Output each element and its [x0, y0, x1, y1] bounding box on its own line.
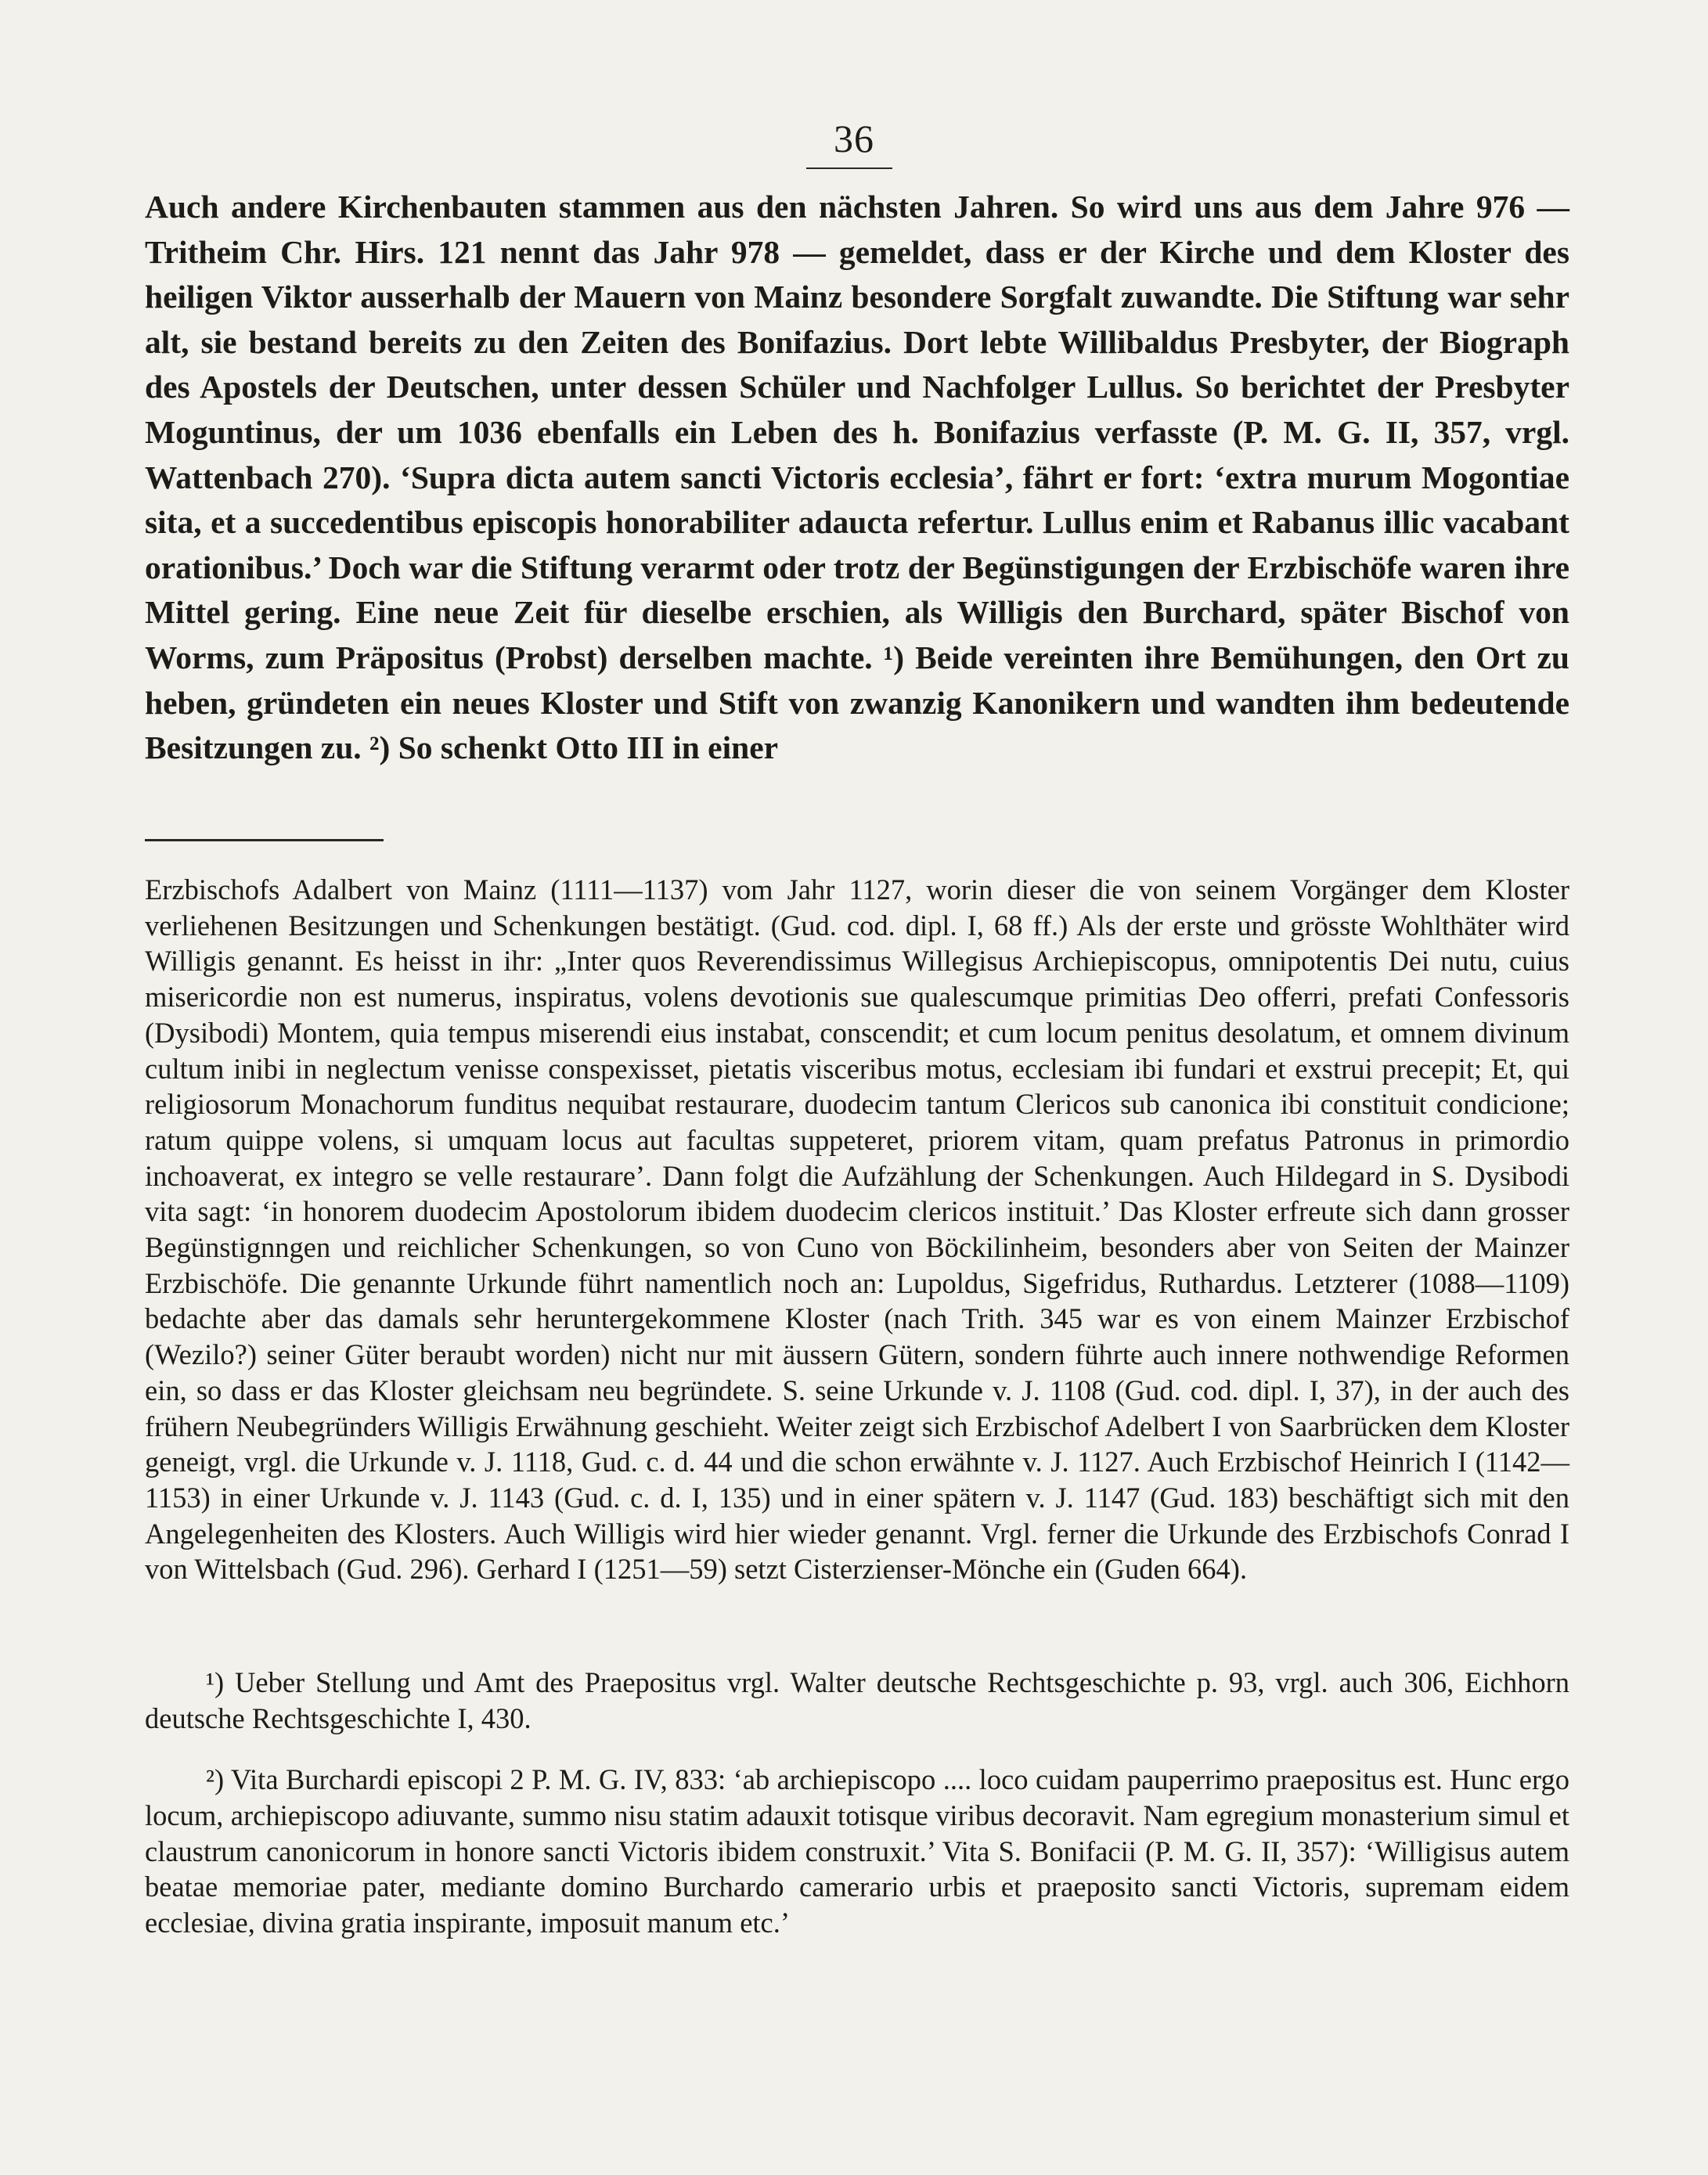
footnote-1-text: ¹) Ueber Stellung und Amt des Praepositus vrgl. Walter deutsche Rechtsgeschichte p. 93, vrgl. auch 306, Eichhorn deutsche Rechtsgeschichte I, 430. — [145, 1666, 1569, 1734]
footnote-2-text: ²) Vita Burchardi episcopi 2 P. M. G. IV, 833: ‘ab archiepiscopo .... loco cuidam pauperrimo praepositus est. Hunc ergo locum, archiepiscopo adiuvante, summo nisu statim adauxit totisque viribus decoravit. Nam egregium monasterium simul et claustrum canonicorum in honore sancti Victoris ibidem construxit.’ Vita S. Bonifacii (P. M. G. II, 357): ‘Willigisus autem beatae memoriae pater, mediante domino Burchardo camerario urbis et praeposito sancti Victoris, supremam eidem ecclesiae, divina gratia inspirante, imposuit manum etc.’ — [145, 1763, 1569, 1939]
main-paragraph: Auch andere Kirchenbauten stammen aus den nächsten Jahren. So wird uns aus dem Jahre 976 — Tritheim Chr. Hirs. 121 nennt das Jahr 978 — gemeldet, dass er der Kirche und dem Kloster des heiligen Viktor ausserhalb der Mauern von Mainz besondere Sorgfalt zuwandte. Die Stiftung war sehr alt, sie bestand bereits zu den Zeiten des Bonifazius. Dort lebte Willibaldus Presbyter, der Biograph des Apostels der Deutschen, unter dessen Schüler und Nachfolger Lullus. So berichtet der Presbyter Moguntinus, der um 1036 ebenfalls ein Leben des h. Bonifazius verfasste (P. M. G. II, 357, vrgl. Wattenbach 270). ‘Supra dicta autem sancti Victoris ecclesia’, fährt er fort: ‘extra murum Mogontiae sita, et a succedentibus episcopis honorabiliter adaucta refertur. Lullus enim et Rabanus illic vacabant orationibus.’ Doch war die Stiftung verarmt oder trotz der Begünstigungen der Erzbischöfe waren ihre Mittel gering. Eine neue Zeit für dieselbe erschien, als Willigis den Burchard, später Bischof von Worms, zum Präpositus (Probst) derselben machte. ¹) Beide vereinten ihre Bemühungen, den Ort zu heben, gründeten ein neues Kloster und Stift von zwanzig Kanonikern und wandten ihm bedeutende Besitzungen zu. ²) So schenkt Otto III in einer — [145, 189, 1569, 766]
page-number-rule — [806, 167, 892, 169]
footnote-2 — [145, 1762, 1569, 1941]
footnote-1 — [145, 1665, 1569, 1736]
continued-footnote — [145, 872, 1569, 1587]
main-text-block — [145, 185, 1569, 771]
continued-footnote-text: Erzbischofs Adalbert von Mainz (1111—1137) vom Jahr 1127, worin dieser die von seinem Vorgänger dem Kloster verliehenen Besitzungen und Schenkungen bestätigt. (Gud. cod. dipl. I, 68 ff.) Als der erste und grösste Wohlthäter wird Willigis genannt. Es heisst in ihr: „Inter quos Reverendissimus Willegisus Archiepiscopus, omnipotentis Dei nutu, cuius misericordie non est numerus, inspiratus, volens devotionis sue qualescumque primitias Deo offerri, prefati Confessoris (Dysibodi) Montem, quia tempus miserendi eius instabat, conscendit; et cum locum penitus desolatum, et omnem divinum cultum inibi in neglectum venisse conspexisset, pietatis visceribus motus, ecclesiam ibi fundari et exstrui precepit; Et, qui religiosorum Monachorum funditus nequibat restaurare, duodecim tantum Clericos sub canonica ibi constituit condicione; ratum quippe volens, si umquam locus aut facultas suppeteret, priorem vitam, quam prefatus Patronus in primordio inchoaverat, ex integro se velle restaurare’. Dann folgt die Aufzählung der Schenkungen. Auch Hildegard in S. Dysibodi vita sagt: ‘in honorem duodecim Apostolorum ibidem duodecim clericos instituit.’ Das Kloster erfreute sich dann grosser Begünstignngen und reichlicher Schenkungen, so von Cuno von Böckilinheim, besonders aber von Seiten der Mainzer Erzbischöfe. Die genannte Urkunde führt namentlich noch an: Lupoldus, Sigefridus, Ruthardus. Letzterer (1088—1109) bedachte aber das damals sehr heruntergekommene Kloster (nach Trith. 345 war es von einem Mainzer Erzbischof (Wezilo?) seiner Güter beraubt worden) nicht nur mit äussern Gütern, sondern führte auch innere nothwendige Reformen ein, so dass er das Kloster gleichsam neu begründete. S. seine Urkunde v. J. 1108 (Gud. cod. dipl. I, 37), in der auch des frühern Neubegründers Willigis Erwähnung geschieht. Weiter zeigt sich Erzbischof Adelbert I von Saarbrücken dem Kloster geneigt, vrgl. die Urkunde v. J. 1118, Gud. c. d. 44 und die schon erwähnte v. J. 1127. Auch Erzbischof Heinrich I (1142—1153) in einer Urkunde v. J. 1143 (Gud. c. d. I, 135) und in einer spätern v. J. 1147 (Gud. 183) beschäftigt sich mit den Angelegenheiten des Klosters. Auch Willigis wird hier wieder genannt. Vrgl. ferner die Urkunde des Erzbischofs Conrad I von Wittelsbach (Gud. 296). Gerhard I (1251—59) setzt Cisterzienser-Mönche ein (Guden 664). — [145, 873, 1569, 1586]
footnote-separator — [145, 839, 384, 841]
page-number: 36 — [834, 117, 874, 160]
